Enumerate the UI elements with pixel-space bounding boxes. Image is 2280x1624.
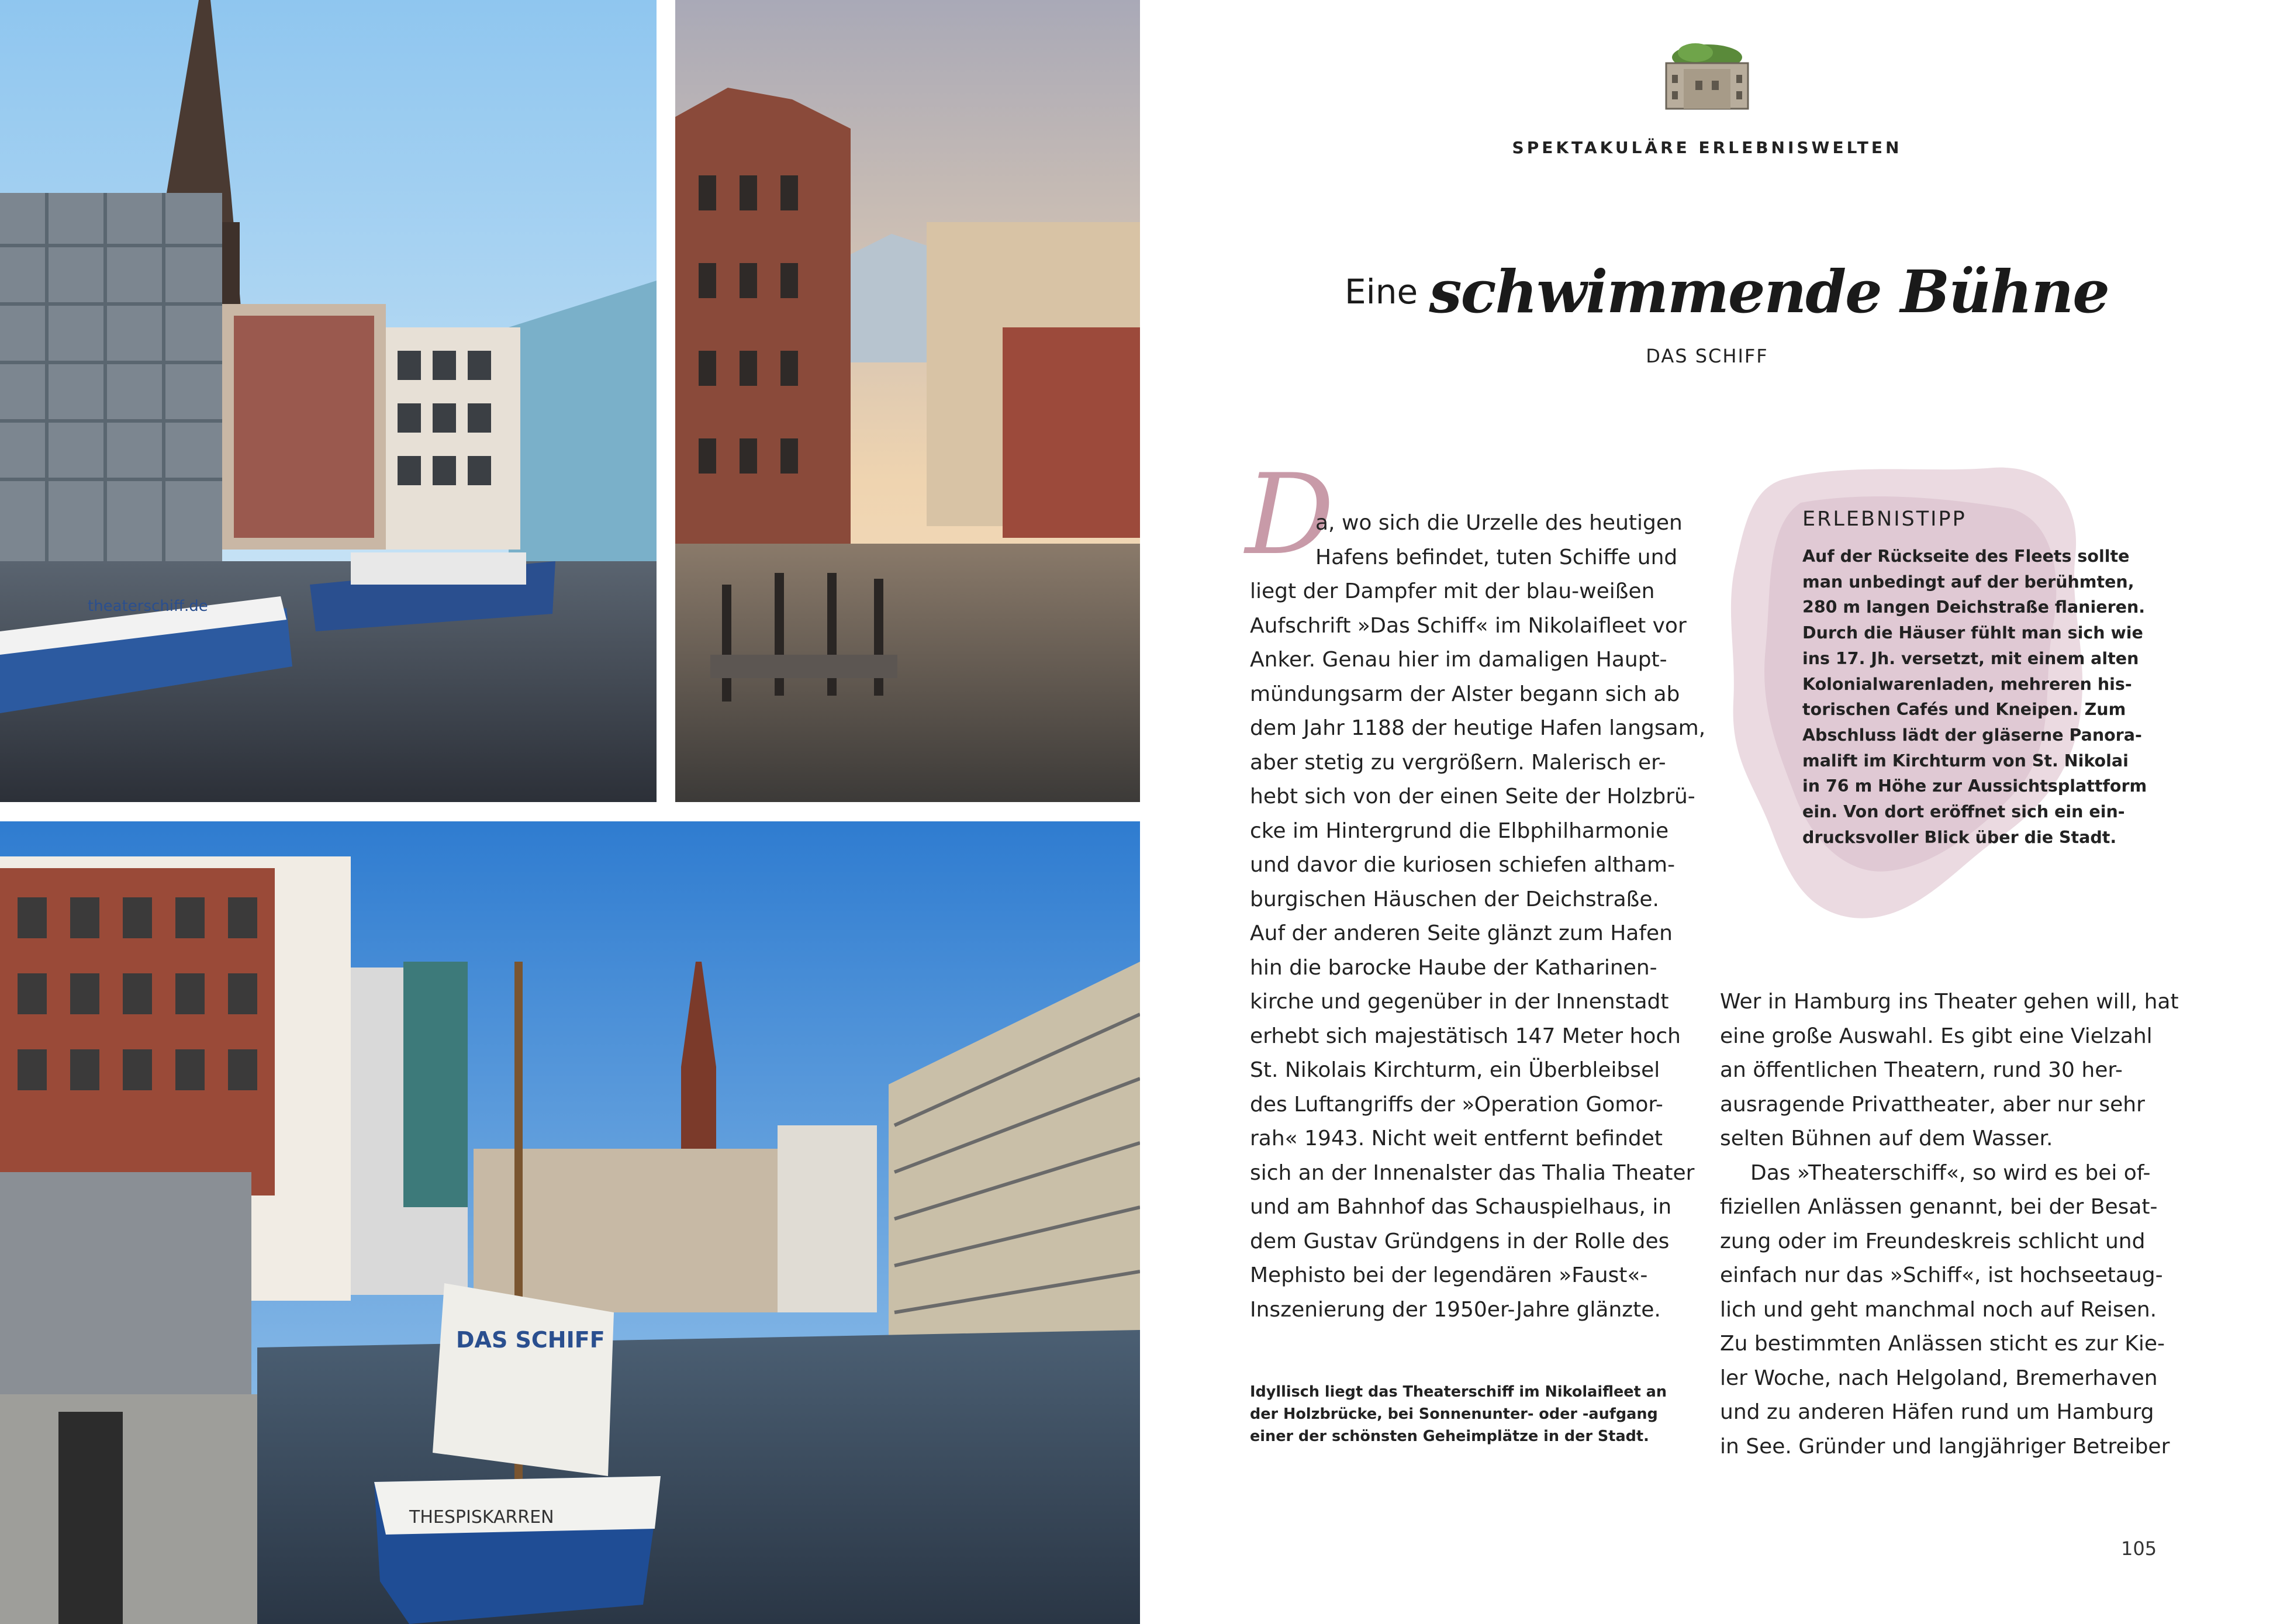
body-line: Anker. Genau hier im damaligen Haupt-: [1250, 648, 1667, 672]
body-line: des Luftangriffs der »Operation Gomor-: [1250, 1092, 1663, 1117]
photo-deichstrasse-canal: [675, 0, 1140, 802]
body-line: einfach nur das »Schiff«, ist hochseetaug-: [1720, 1263, 2163, 1287]
body-line: Das »Theaterschiff«, so wird es bei of-: [1750, 1160, 2151, 1185]
body-line: und davor die kuriosen schiefen altham-: [1250, 853, 1676, 877]
body-line: fiziellen Anlässen genannt, bei der Besat-: [1720, 1195, 2158, 1219]
body-line: an öffentlichen Theatern, rund 30 her-: [1720, 1058, 2123, 1082]
body-line: in See. Gründer und langjähriger Betreiber: [1720, 1434, 2170, 1459]
tip-line: Durch die Häuser fühlt man sich wie: [1802, 623, 2143, 643]
tip-line: torischen Cafés und Kneipen. Zum: [1802, 700, 2126, 720]
body-line: Mephisto bei der legendären »Faust«-: [1250, 1263, 1648, 1287]
body-line: hebt sich von der einen Seite der Holzbrü-: [1250, 785, 1695, 808]
section-label: SPEKTAKULÄRE ERLEBNISWELTEN: [1512, 138, 1902, 157]
body-line: St. Nikolais Kirchturm, ein Überbleibsel: [1250, 1058, 1660, 1082]
tip-line: malift im Kirchturm von St. Nikolai: [1802, 751, 2129, 770]
tip-line: drucksvoller Blick über die Stadt.: [1802, 827, 2117, 847]
tip-line: Auf der Rückseite des Fleets sollte: [1802, 547, 2130, 566]
photo-caption: [1250, 1381, 1667, 1447]
body-line: a, wo sich die Urzelle des heutigen: [1315, 511, 1683, 535]
body-line: aber stetig zu vergrößern. Malerisch er-: [1250, 750, 1666, 775]
body-line: kirche und gegenüber in der Innenstadt: [1250, 990, 1669, 1014]
body-line: eine große Auswahl. Es gibt eine Vielzahl: [1720, 1024, 2153, 1048]
drop-cap: D: [1245, 450, 1335, 579]
caption-line: einer der schönsten Geheimplätze in der Stadt.: [1250, 1428, 1649, 1445]
tip-title: ERLEBNISTIPP: [1802, 507, 1967, 531]
body-line: Auf der anderen Seite glänzt zum Hafen: [1250, 921, 1673, 945]
body-line: lich und geht manchmal noch auf Reisen.: [1720, 1297, 2157, 1322]
body-line: dem Gustav Gründgens in der Rolle des: [1250, 1229, 1670, 1253]
body-text-left: [1250, 506, 1706, 1327]
headline-script: schwimmende Bühne: [1429, 257, 2109, 326]
body-line: burgischen Häuschen der Deichstraße.: [1250, 887, 1659, 911]
body-line: sich an der Innenalster das Thalia Theater: [1250, 1160, 1695, 1185]
body-line: mündungsarm der Alster begann sich ab: [1250, 682, 1680, 706]
photo-nikolaifleet-church: [0, 0, 657, 802]
caption-line: der Holzbrücke, bei Sonnenunter- oder -aufgang: [1250, 1405, 1658, 1423]
photo-hull-text: theaterschiff.de: [88, 597, 208, 615]
body-line: liegt der Dampfer mit der blau-weißen: [1250, 579, 1655, 603]
bunker-building-icon: [1654, 40, 1760, 116]
page-number: 105: [2121, 1537, 2157, 1560]
body-line: ler Woche, nach Helgoland, Bremerhaven: [1720, 1366, 2158, 1390]
caption-line: Idyllisch liegt das Theaterschiff im Nikolaifleet an: [1250, 1383, 1667, 1401]
body-line: hin die barocke Haube der Katharinen-: [1250, 955, 1657, 980]
tip-line: ein. Von dort eröffnet sich ein ein-: [1802, 802, 2125, 822]
photo-sail-text: DAS SCHIFF: [456, 1327, 605, 1353]
tip-body: [1802, 544, 2147, 850]
photo-theaterschiff: [0, 821, 1140, 1624]
body-line: Zu bestimmten Anlässen sticht es zur Kie-: [1720, 1332, 2165, 1356]
body-line: Wer in Hamburg ins Theater gehen will, hat: [1720, 990, 2179, 1014]
tip-line: in 76 m Höhe zur Aussichtsplattform: [1802, 776, 2147, 796]
body-line: und am Bahnhof das Schauspielhaus, in: [1250, 1195, 1672, 1219]
body-line: und zu anderen Häfen rund um Hamburg: [1720, 1400, 2154, 1424]
body-line: selten Bühnen auf dem Wasser.: [1720, 1127, 2053, 1150]
body-line: Hafens befindet, tuten Schiffe und: [1315, 545, 1678, 569]
body-line: cke im Hintergrund die Elbphilharmonie: [1250, 818, 1669, 843]
tip-line: 280 m langen Deichstraße flanieren.: [1802, 597, 2146, 617]
photo-hull-name: THESPISKARREN: [409, 1507, 554, 1528]
body-line: erhebt sich majestätisch 147 Meter hoch: [1250, 1024, 1681, 1048]
tip-line: man unbedingt auf der berühmten,: [1802, 572, 2134, 592]
body-text-right: [1720, 985, 2179, 1464]
tip-line: ins 17. Jh. versetzt, mit einem alten: [1802, 648, 2139, 668]
body-line: zung oder im Freundeskreis schlicht und: [1720, 1229, 2146, 1253]
body-line: rah« 1943. Nicht weit entfernt befindet: [1250, 1127, 1663, 1150]
subheadline: DAS SCHIFF: [1646, 345, 1768, 367]
body-line: dem Jahr 1188 der heutige Hafen langsam,: [1250, 716, 1706, 740]
body-line: Inszenierung der 1950er-Jahre glänzte.: [1250, 1297, 1661, 1322]
headline-plain: Eine: [1345, 272, 1418, 312]
tip-line: Abschluss lädt der gläserne Panora-: [1802, 725, 2142, 745]
headline: [1345, 257, 2109, 326]
tip-line: Kolonialwarenladen, mehreren his-: [1802, 674, 2132, 694]
body-line: Aufschrift »Das Schiff« im Nikolaifleet vor: [1250, 613, 1687, 638]
body-line: ausragende Privattheater, aber nur sehr: [1720, 1092, 2145, 1117]
